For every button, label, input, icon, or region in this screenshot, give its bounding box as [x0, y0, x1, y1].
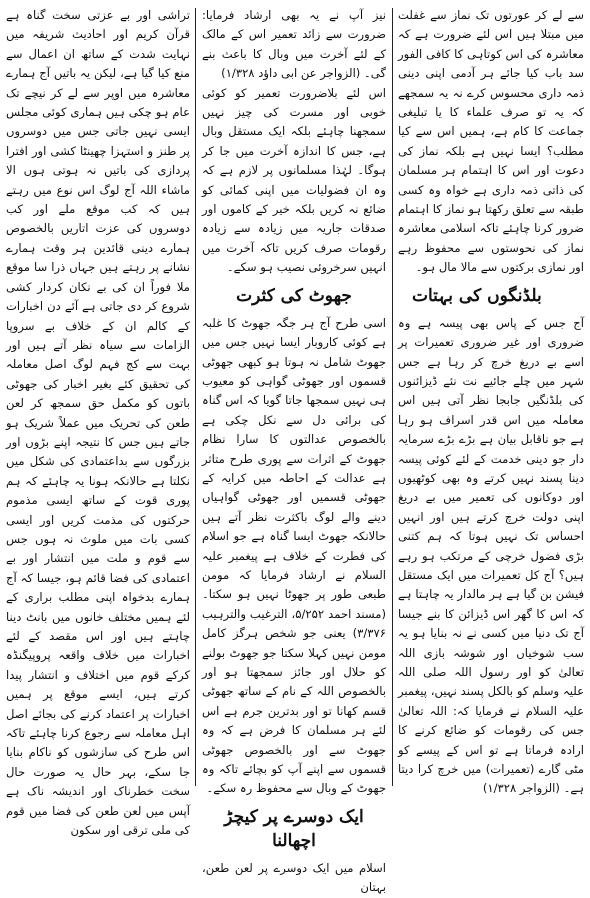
paragraph: آج جس کے پاس بھی پیسہ ہے وہ ضروری اور غیر ضروری تعمیرات پر اسے بے دریغ خرچ کر رہا ہے جس شہر میں چلے جائیے نت نئے ڈیزائنوں کی بلڈنگیں جابجا نظر آتی ہیں اس معاملہ میں اس قدر اسراف ہو رہا ہے جو ناقابل بیان ہے بڑے بڑے سرمایہ دار جو دینی خدمت کے لئے کوئی پیسہ دینا پسند نہیں کرتے وہ بھی کوٹھیوں اور دوکانوں کی تعمیر میں بے دریغ اپنی دولت خرچ کرتے ہیں اور انہیں احساس تک نہیں ہوتا کہ ہم کتنی بڑی فضول خرچی کے مرتکب ہو رہے ہیں؟ آج کل تعمیرات میں ایک مستقل فیشن بن گیا ہے ہر مالدار یہ چاہتا ہے کہ اس کا گھر اس ڈیزائن کا بنے جیسا آج تک دنیا میں کسی نے نہ بنایا ہو یہ سب شوخیاں اور شوشہ بازی اللہ تعالیٰ کو اور رسول اللہ صلی اللہ علیہ وسلم کو بالکل پسند نہیں، پیغمبر علیہ السلام نے فرمایا کہ: اللہ تعالیٰ جس کی رقومات کو ضائع کرنے کا ارادہ فرماتا ہے تو اس کے پیسے کو مٹی گارے (تعمیرات) میں خرچ کرا دیتا ہے۔ (الزواجر ۱/۳۲۸) [398, 315, 584, 796]
paragraph: اس لئے بلاضرورت تعمیر کو کوئی خوبی اور مسرت کی چیز نہیں سمجھنا چاہئے بلکہ ایک مستقل وبال ہے، جس کا اندازہ آخرت میں جا کر ہوگا۔ لہٰذا مسلمانوں پر لازم ہے کہ وہ ان فضولیات میں اپنی کمائی کو ضائع نہ کریں بلکہ خیر کے کاموں اور صدقات جاریہ میں زیادہ سے زیادہ رقومات صرف کریں تاکہ آخرت میں انہیں سرخروئی نصیب ہو سکے۔ [202, 85, 386, 275]
paragraph: اسلام میں ایک دوسرے پر لعن طعن، بہتان [202, 860, 386, 895]
paragraph: نیز آپ نے یہ بھی ارشاد فرمایا: ضرورت سے زائد تعمیر اس کے مالک کے لئے آخرت میں وبال کا باعث بنے گی۔ (الزواجر عن ابی داؤد ۱/۳۲۸) [202, 8, 386, 81]
left-column [6, 6, 190, 838]
column-divider [195, 8, 196, 786]
section-heading: ایک دوسرے پر کیچڑ اچھالنا [224, 806, 364, 851]
section-heading: بلڈنگوں کی بہتات [412, 285, 542, 306]
column-divider [392, 8, 393, 786]
section-heading: جھوٹ کی کثرت [236, 285, 352, 306]
middle-column [202, 6, 386, 895]
paragraph: تراشی اور بے عزتی سخت گناہ ہے قرآن کریم اور احادیث شریفہ میں نہایت شدت کے ساتھ ان اعمال سے منع کیا گیا ہے، لیکن یہ باتیں آج ہمارے معاشرہ میں اوپر سے لے کر نیچے تک عام ہو چکی ہیں ہماری کوئی مجلس ایسی نہیں جاتی جس میں دوسروں پر طنز و استہزا چھینٹا کشی اور افترا پردازی کی باتیں نہ ہوتی ہوں الا ماشاء اللہ آج لوگ اس نوع میں رہتے ہیں کہ کب موقع ملے اور کب دوسروں کی عزت اتاریں بالخصوص ہمارے دینی قائدین ہر وقت ہمارے نشانے پر رہتے ہیں جہاں ذرا سا موقع ملا فوراً ان کی بے نکان کردار کشی شروع کر دی جاتی ہے آئے دن اخبارات کے کالم ان کے خلاف بے سروپا الزامات سے سیاہ نظر آتے ہیں اور بہت سے کج فہم لوگ اصل معاملہ کی تحقیق کئے بغیر اخبار کی جھوٹی باتوں کو مکمل حق سمجھ کر لعن طعن کی تحریک میں عملاً شریک ہو جاتے ہیں جس کا نتیجہ اپنے بڑوں اور بزرگوں سے بداعتمادی کی شکل میں نکلتا ہے حالانکہ ہونا یہ چاہئے کہ ہم پوری قوت کے ساتھ ایسی مذموم حرکتوں کی مذمت کریں اور ایسی کسی بات میں ملوث نہ ہوں جس سے قوم و ملت میں انتشار اور بے اعتمادی کی فضا قائم ہو، جیسا کہ آج ہمارے بدخواہ اپنی مطلب براری کے لئے ہمیں مختلف خانوں میں بانٹ دینا چاہتے ہیں اور اس مقصد کے لئے اخبارات میں خلاف واقعہ پروپیگنڈہ کرکے قوم میں اختلاف و انتشار پیدا کرتے ہیں، ایسے موقع پر ہمیں اخبارات پر اعتماد کرنے کی بجائے اصل اہل معاملہ سے رجوع کرنا چاہئے تاکہ اس طرح کی سازشوں کو ناکام بنایا جا سکے، بہر حال یہ صورت حال سخت خطرناک اور اندیشہ ناک ہے آپس میں لعن طعن کی فضا میں قوم کی ملی ترقی اور سکون [6, 8, 190, 838]
right-column [398, 6, 584, 796]
paragraph: اسی طرح آج ہر جگہ جھوٹ کا غلبہ ہے کوئی کاروبار ایسا نہیں جس میں جھوٹ شامل نہ ہوتا ہو کبھی جھوٹی قسموں اور جھوٹی گواہی کو معیوب ہی نہیں سمجھا جاتا گویا کہ اس گناہ کی برائی دل سے نکل چکی ہے بالخصوص عدالتوں کا سارا نظام جھوٹ کے اثرات سے پوری طرح متاثر ہے عدالت کے احاطہ میں کرایہ کے جھوٹی قسمیں اور جھوٹی گواہیاں دینے والے لوگ باکثرت نظر آتے ہیں حالانکہ جھوٹ ایسا گناہ ہے جو اسلام کی فطرت کے خلاف ہے پیغمبر علیہ السلام نے ارشاد فرمایا کہ مومن طبعی طور پر جھوٹا نہیں ہو سکتا۔ (مسند احمد ۵/۲۵۲، الترغیب والترہیب ۳/۳۷۶) یعنی جو شخص ہرگز کامل مومن نہیں کہلا سکتا جو جھوٹ بولنے کو حلال اور جائز سمجھتا ہو اور بالخصوص اللہ کے نام کے ساتھ جھوٹی قسم کھانا تو اور بدترین جرم ہے اس لئے ہر مسلمان کا فرض ہے کہ وہ جھوٹ سے اور بالخصوص جھوٹی قسموں سے اپنے آپ کو بچائے تاکہ وہ جھوٹ کے وبال سے محفوظ رہ سکے۔ [202, 315, 386, 796]
paragraph: سے لے کر عورتوں تک نماز سے غفلت میں مبتلا ہیں اس لئے ضرورت ہے کہ معاشرہ کی اس کوتاہی کا کافی الفور سد باب کیا جائے ہر آدمی اپنی دینی ذمہ داری محسوس کرے نہ یہ سمجھے کہ یہ تو صرف علماء کا یا تبلیغی جماعت کا کام ہے، ہمیں اس سے کیا مطلب؟ ایسا نہیں ہے بلکہ نماز کی دعوت اور اس کا اہتمام ہر مسلمان کی ذاتی ذمہ داری ہے خواہ وہ کسی طبقہ سے تعلق رکھتا ہو نماز کا اہتمام ضرور کرنا چاہئے تاکہ اسلامی معاشرہ نماز کی نحوستوں سے محفوظ رہے اور نمازی برکتوں سے مالا مال ہو۔ [398, 8, 584, 275]
